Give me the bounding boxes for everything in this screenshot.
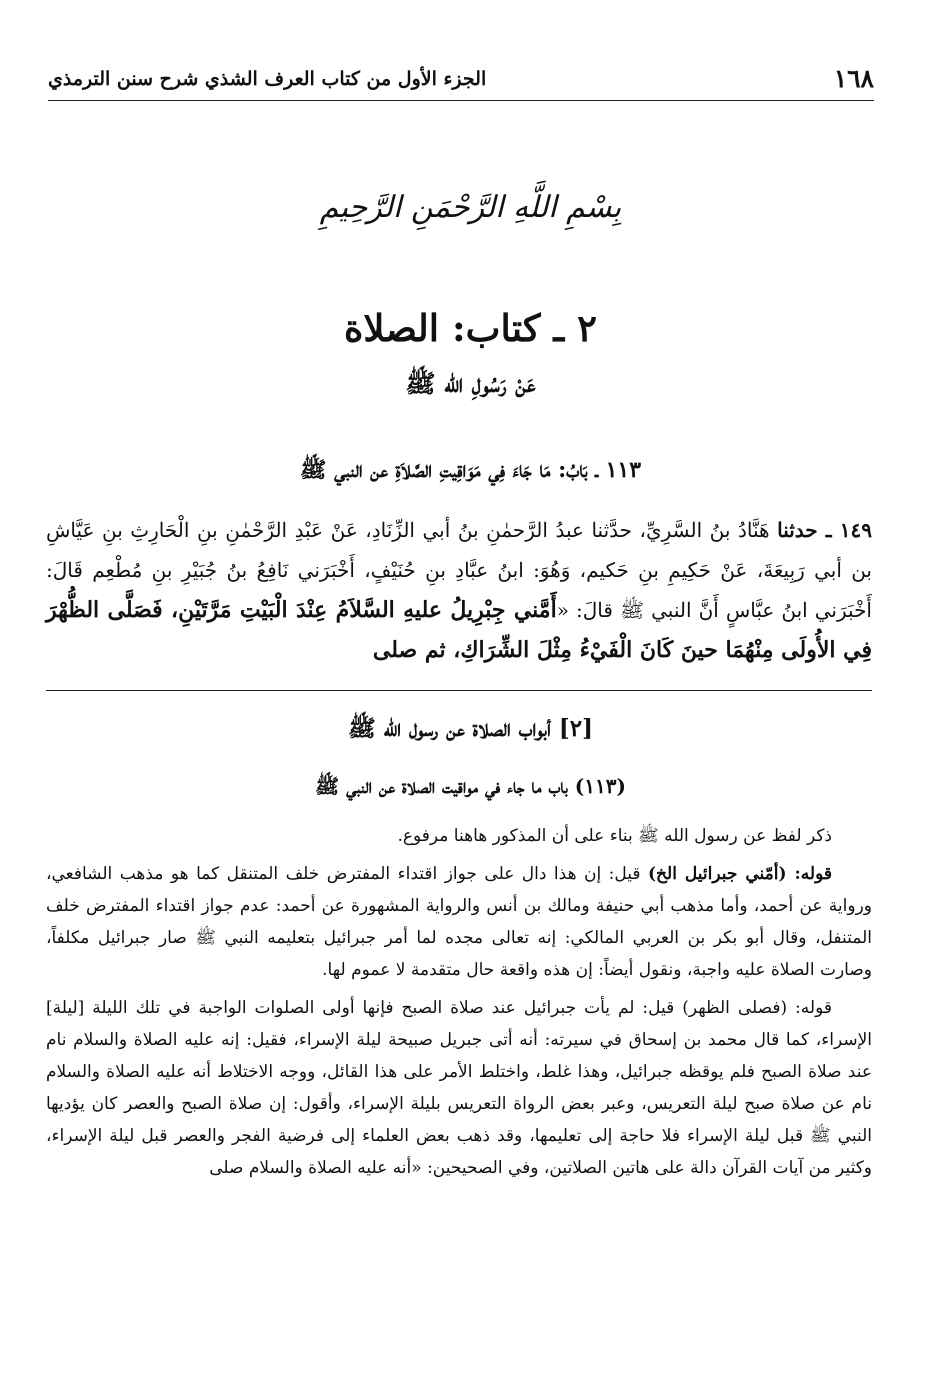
commentary-paragraph: ذكر لفظ عن رسول الله ﷺ بناء على أن المذكور هاهنا مرفوع. bbox=[397, 826, 832, 846]
running-title: الجزء الأول من كتاب العرف الشذي شرح سنن الترمذي bbox=[48, 68, 487, 90]
commentary-title: [٢] أبواب الصلاة عن رسول الله ﷺ bbox=[348, 715, 593, 742]
commentary-subtitle: (١١٣) باب ما جاء في مواقيت الصلاة عن النبي ﷺ bbox=[315, 774, 626, 798]
commentary-paragraph-text: قيل: إن هذا دال على جواز اقتداء المفترض خلف المتنقل كما هو مذهب الشافعي، ورواية عن أحمد، وأما مذهب أبي حنيفة ومالك بن أنس والرواية المشهورة عن أحمد: عدم جواز اقتداء المفترض خلف المتنفل، وقال أبو بكر بن العربي المالكي: إنه تعالى مجده لما أمر جبرائيل بتعليمه النبي ﷺ صار جبرائيل مكلفاً، وصارت الصلاة عليه واجبة، ونقول أيضاً: إن هذه واقعة حال متقدمة لا عموم لها. bbox=[46, 864, 872, 980]
hadith-number: ١٤٩ ـ حدثنا bbox=[777, 518, 873, 542]
chapter-title: ١١٣ ـ بَابُ: مَا جَاءَ فِي مَوَاقِيتِ الصَّلاَةِ عن النبي ﷺ bbox=[299, 457, 642, 483]
page-number: ١٦٨ bbox=[833, 64, 874, 93]
hadith-isnad: هَنَّادُ بنُ السَّرِيِّ، حدَّثنا عبدُ الرَّحمٰنِ بنُ أبي الزِّنَادِ، عَنْ عَبْدِ الرَّحْمٰنِ بنِ الْحَارِثِ بنِ عَيَّاشِ بن أبي رَبِيعَةَ، عَنْ حَكِيمِ بنِ حَكيم، وَهُوَ: ابنُ عبَّادِ بنِ حُنَيْفٍ، أَخْبَرَني نَافِعُ بنُ جُبَيْرِ بنِ مُطْعِم قَالَ: أَخْبَرَني ابنُ عبَّاسٍ أَنَّ النبي ﷺ قالَ: « bbox=[46, 518, 872, 622]
page-header bbox=[48, 56, 874, 101]
commentary-paragraph bbox=[46, 858, 872, 986]
commentary-paragraph: قوله: (فصلى الظهر) قيل: لم يأت جبرائيل عند صلاة الصبح فإنها أولى الصلوات الواجبة في تلك الليلة [ليلة] الإسراء، كما قال محمد بن إسحاق في سيرته: أنه أتى جبريل صبيحة ليلة الإسراء، فقيل: إنه عليه الصلاة والسلام نام عند صلاة الصبح فلم يوقظه جبرائيل، وهذا غلط، واختلط الأمر على هذا القائل، ووجه الاختلاط أنه عليه الصلاة والسلام نام عن صلاة صبح ليلة التعريس، وعبر بعض الرواة التعريس بليلة الإسراء، وأقول: إن صلاة الصبح والعصر كان يؤديها النبي ﷺ قبل ليلة الإسراء فلا حاجة إلى تعليمها، وقد ذهب بعض العلماء إلى فرضية الفجر والعصر قبل ليلة الإسراء، وكثير من آيات القرآن دالة على هاتين الصلاتين، وفي الصحيحين: «أنه عليه الصلاة والسلام صلى bbox=[46, 998, 872, 1178]
commentary-body bbox=[46, 820, 872, 1190]
section-divider bbox=[46, 690, 872, 691]
hadith-matn: أَمَّني جِبْرِيلُ عليهِ السَّلاَمُ عِنْدَ الْبَيْتِ مَرَّتَيْنِ، فَصَلَّى الظُّهْرَ فِي الأُولَى مِنْهُمَا حينَ كَانَ الْفَيْءُ مِثْلَ الشِّرَاكِ، ثم صلى bbox=[46, 597, 872, 663]
basmala: بِسْمِ اللَّهِ الرَّحْمَنِ الرَّحِيمِ bbox=[319, 190, 622, 225]
hadith-text bbox=[46, 510, 872, 670]
book-subtitle: عَنْ رَسُولِ الله ﷺ bbox=[405, 369, 536, 398]
commentary-quote: قوله: (أمّني جبرائيل الخ) bbox=[648, 864, 832, 884]
book-title: ٢ ـ كتاب: الصلاة bbox=[343, 306, 597, 350]
